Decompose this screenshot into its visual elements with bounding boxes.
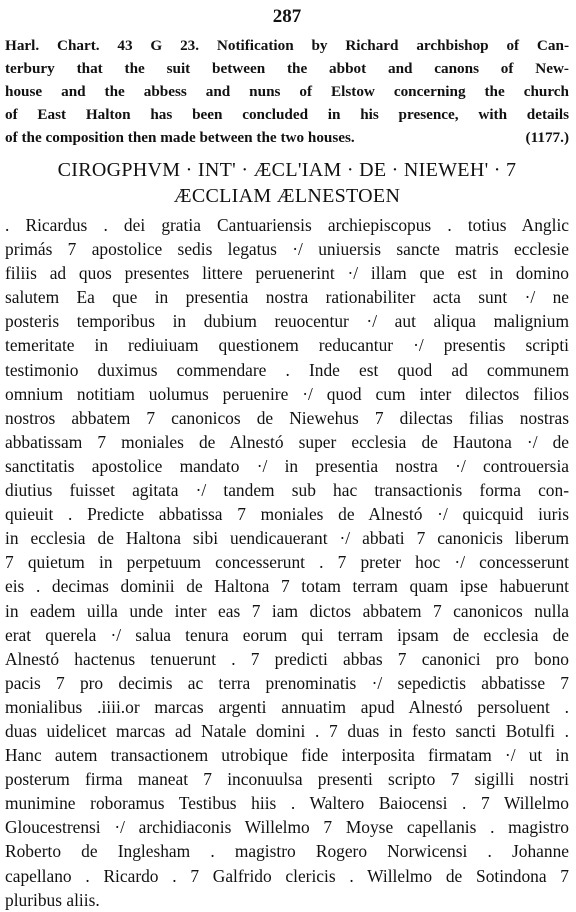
title-line: ÆCCLIAM ÆLNESTOEN [173,185,401,207]
heading-line: house and the abbess and nuns of Elstow concerning the church [5,83,569,100]
text-line: munimine roboramus Testibus hiis . Waltero Baiocensi . 7 Willelmo [5,793,569,814]
text-line: sanctitatis apostolice mandato ·/ in presentia nostra ·/ controuersia [5,455,569,476]
heading-line: of East Halton has been concluded in his presence, with details [5,106,569,123]
heading-last-line [5,126,569,149]
text-line: 7 quietum in perpetuum concesserunt . 7 preter hoc ·/ concesserunt [5,552,569,573]
text-line: Roberto de Inglesham . magistro Rogero Norwicensi . Johanne [5,841,569,862]
text-line: . Ricardus . dei gratia Cantuariensis archiepiscopus . totius Anglic [5,215,569,235]
text-line: posterum firma maneat 7 inconuulsa presenti scripto 7 sigilli nostri [5,769,569,790]
text-line: in ecclesia de Haltona sibi uendicauerant ·/ abbati 7 canonicis liberum [5,528,569,549]
text-line: diutius fuisset agitata ·/ tandem sub hac transactionis forma con- [5,480,569,501]
heading-date: (1177.) [525,129,569,146]
text-line: eis . decimas dominii de Haltona 7 totam terram quam ipse habuerunt [5,576,569,597]
text-line: pluribus aliis. [5,889,100,910]
heading-line: Harl. Chart. 43 G 23. Notification by Richard archbishop of Can- [5,37,569,54]
text-line: nostros abbatem 7 canonicos de Niewehus 7 dilectas filias nostras [5,407,569,428]
text-line: capellano . Ricardo . 7 Galfrido clericis . Willelmo de Sotindona 7 [5,865,569,886]
heading-line: terbury that the suit between the abbot and canons of New- [5,60,569,77]
charter-text [5,213,569,912]
text-line: erat querela ·/ salua tenura eorum qui terram ipsam de ecclesia de [5,624,569,645]
text-line: quieuit . Predicte abbatissa 7 moniales de Alnestó ·/ quicquid iuris [5,504,569,525]
page-number: 287 [272,6,302,27]
text-line: salutem Ea que in presentia nostra rationabiliter acta sunt ·/ ne [5,287,569,308]
text-line: temeritate in rediuiuam questionem reducantur ·/ presentis scripti [5,335,569,356]
title-line: CIROGPHVM · INT' · ÆCL'IAM · DE · NIEWEH' · 7 [57,159,517,181]
text-line: pacis 7 pro decimis ac terra prenominatis ·/ sepedictis abbatisse 7 [5,672,569,693]
text-line: monialibus .iiii.or marcas argenti annuatim apud Alnestó persoluent . [5,696,569,717]
heading-line: of the composition then made between the two houses. [5,129,355,146]
text-line: duas uidelicet marcas ad Natale domini . 7 duas in festo sancti Botulfi . [5,720,569,741]
charter-title [5,157,569,209]
text-line: omnium notitiam uolumus peruenire ·/ quod cum inter dilectos filios [5,383,569,404]
text-line: primás 7 apostolice sedis legatus ·/ uniuersis sancte matris ecclesie [5,239,569,260]
charter-heading [5,34,569,149]
text-line: abbatissam 7 moniales de Alnestó super ecclesia de Hautona ·/ de [5,431,569,452]
text-line: filiis ad quos presentes littere peruenerint ·/ illam que est in domino [5,263,569,284]
text-line: posteris temporibus in dubium reuocentur ·/ aut aliqua malignium [5,311,569,332]
text-line: Hanc autem transactionem utrobique fide interposita firmatam ·/ ut in [5,745,569,766]
text-line: Gloucestrensi ·/ archidiaconis Willelmo 7 Moyse capellanis . magistro [5,817,569,838]
text-line: testimonio duximus commendare . Inde est quod ad communem [5,359,569,380]
text-line: Alnestó hactenus tenuerunt . 7 predicti abbas 7 canonici pro bono [5,648,569,669]
text-line: in eadem uilla unde inter eas 7 iam dictos abbatem 7 canonicos nulla [5,600,569,621]
